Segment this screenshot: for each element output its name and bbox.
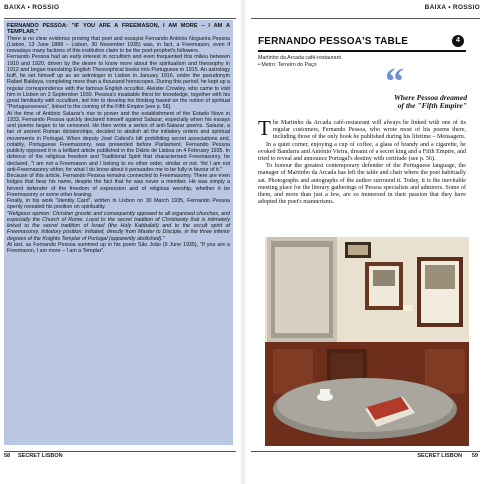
left-footer xyxy=(4,451,236,462)
sidebar-paragraph: At the time of António Salazar's rise to power and the establishment of the Estado Novo in 1933, Fernando Pessoa quickly declared himself against Salazar, especially when his essays and poems began to be censored. He then wrote a series of anti-Salazar poems. Salazar, a fan of ancient Roman dictatorships, decided to abolish all the initiatory orders and spiritual movements in Portugal. When deputy José Cabral's bill prohibiting secret associations and, notably, Portuguese Freemasonry, was presented before Parliament, Fernando Pessoa publicly opposed it in a brilliant article published in the Diário de Lisboa on 4 February 1935. In defence of the religious freedom and Traditional Spirit that characterised Freemasonry, he declared, "I am not a Freemason and I belong to no other order, similar or not. Yet I am not anti-Freemasonry either, for what I do know about it persuades me to be fully in favour of it." xyxy=(7,110,230,173)
address-block xyxy=(258,55,341,69)
sidebar-paragraph: There is no clear evidence proving that poet and essayist Fernando António Nogueira Pessoa (Lisbon, 13 June 1888 – Lisbon, 30 November 1935) was, in fact, a Freemason, even if nowadays many factions of this institution claim to be the poet-prophet's followers. xyxy=(7,35,230,54)
sidebar-paragraph: Fernando Pessoa had an early interest in occultism and even frequented this milieu between 1910 and 1920, driven by the desire to know more about the spiritualism and theosophy in 1912 and began translating English Theosophical books into Portuguese in 1915. An astrology buff, he set himself up as an astrologer in Lisbon in January 1916, under the pseudonym Rafael Baldaya, completing more than a thousand horoscopes. During this period, he kept up a regular correspondence with the famous English occultist, Aleister Crowley, who came to visit him in Lisbon on 2 September 1930. Pessoa's insatiable thirst for knowledge, together with his great familiarity with occultism, led him to develop his thinking based on the notion of spiritual "Portugueseness", linked to the coming of the Fifth Empire [see p. 56]. xyxy=(7,54,230,111)
book-title: SECRET LISBON xyxy=(18,453,63,459)
sidebar-paragraph: At last, as Fernando Pessoa summed up in his poem São João (9 June 1935), "If you are a Freemason, I am more – I am a Templar". xyxy=(7,241,230,254)
left-running-header: BAIXA • ROSSIO xyxy=(4,4,236,19)
article-paragraph: In a quiet corner, enjoying a cup of coffee, a glass of brandy and a cigarette, he evoked Bandarra and António Vieira, dreamt of a secret king and a Fifth Empire, and tried to reveal and announce Portugal's destiny with certitude (see p. 56). xyxy=(258,141,466,163)
article-paragraph: To honour the greatest contemporary defender of the Portuguese language, the manager of Martinho da Arcada has left the table and chair where the poet habitually sat. Photographs and autographs of the author surround it. Today, it is the inevitable meeting place for the literary gatherings of Pessoa specialists and admirers. Some of them, and more than just a few, are so immersed in their passion that they have adopted the poet's mannerisms. xyxy=(258,163,466,206)
book-title: SECRET LISBON xyxy=(417,453,462,459)
sidebar-paragraph: Finally, in his work "Identity Card", written in Lisbon on 30 March 1935, Fernando Pessoa openly revealed his position on spirituality. xyxy=(7,198,230,211)
article-paragraph xyxy=(258,116,466,142)
article-text: he Martinho da Arcada café-restaurant will always be linked with one of its regular customers, Fernando Pessoa, who wrote most of his poems there, including those of the only book he published during his lifetime – Mensagem. xyxy=(272,120,466,141)
sidebar-paragraph: Because of this article, Fernando Pessoa remains connected to Freemasonry. There are even lodges that bear his name, despite the fact that he was never a member. He was simply a fervent defender of the freedom of expression and of religious worship, whether it be Freemasonry or some other leaning. xyxy=(7,173,230,198)
title-bar xyxy=(258,36,466,52)
pull-quote xyxy=(385,61,467,118)
sidebar-quote: "Religious opinion: Christian gnostic and consequently opposed to all organised churches, and especially the Church of Rome. Loyal to the secret tradition of Christianity that is intimately linked to the secret tradition of Israel (the Holy Kabbalah) and to the occult spirit of Freemasonry. Initiatory position: Initiated, directly from Master to Disciple, in the three inferior degrees of the Knights Templar of Portugal (apparently abolished)." xyxy=(7,210,230,242)
page-number: 58 xyxy=(4,453,11,459)
drop-cap: T xyxy=(258,116,271,140)
article-body xyxy=(258,116,466,206)
page-number: 59 xyxy=(471,453,478,459)
metro-line: • Metro: Terreiro do Paço xyxy=(258,62,317,68)
quote-mark-icon: “ xyxy=(385,61,404,103)
page-gutter xyxy=(240,0,246,484)
right-footer xyxy=(251,451,480,462)
pull-quote-text: Where Pessoa dreamed of the "Fifth Empire" xyxy=(394,93,467,111)
sidebar-heading: FERNANDO PESSOA: "IF YOU ARE A FREEMASON, I AM MORE – I AM A TEMPLAR." xyxy=(7,23,230,36)
right-running-header: BAIXA • ROSSIO xyxy=(251,4,480,19)
page-title: FERNANDO PESSOA'S TABLE xyxy=(258,36,409,47)
address-line: Martinho da Arcada café-restaurant xyxy=(258,55,342,61)
cafe-photo-illustration xyxy=(265,237,469,446)
sidebar-box xyxy=(4,20,233,445)
cafe-photo xyxy=(265,237,469,446)
entry-number-badge: 4 xyxy=(452,35,464,47)
